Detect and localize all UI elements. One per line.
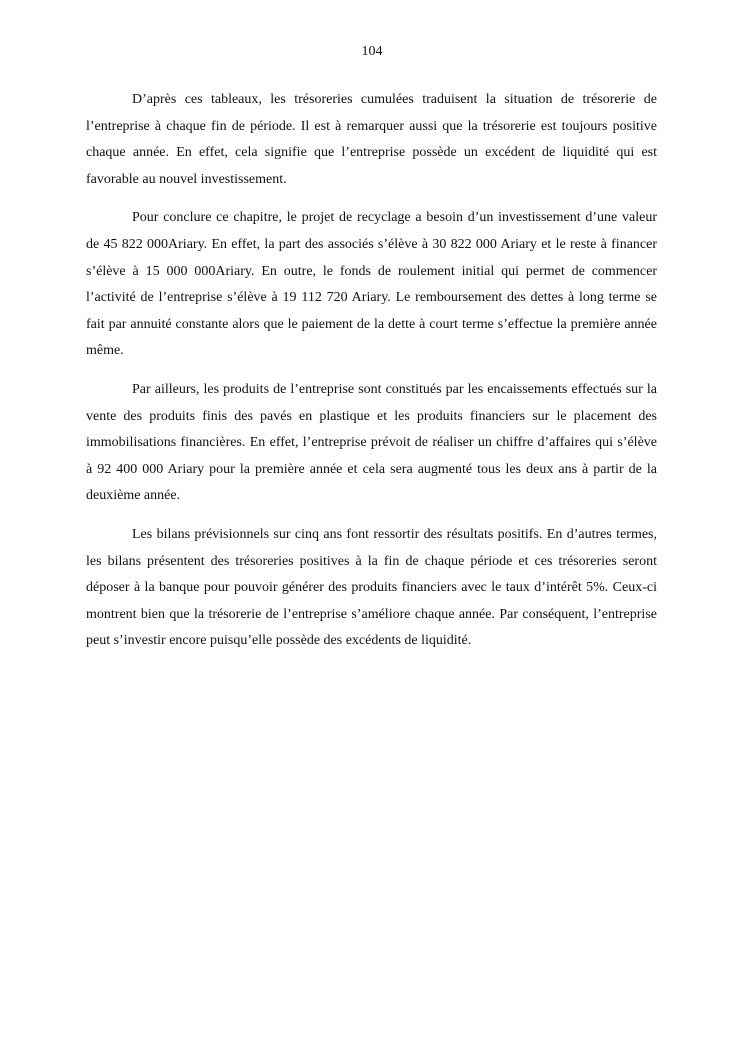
paragraph-forecast-balance-sheets: Les bilans prévisionnels sur cinq ans font ressortir des résultats positifs. En d’autres termes, les bilans présentent des trésoreries positives à la fin de chaque période et ces trésoreries seront déposer à la banque pour pouvoir générer des produits financiers avec le taux d’intérêt 5%. Ceux-ci montrent bien que la trésorerie de l’entreprise s’améliore chaque année. Par conséquent, l’entreprise peut s’investir encore puisqu’elle possède des excédents de liquidité. <box>86 526 657 649</box>
paragraph-chapter-conclusion: Pour conclure ce chapitre, le projet de recyclage a besoin d’un investissement d’une valeur de 45 822 000Ariary. En effet, la part des associés s’élève à 30 822 000 Ariary et le reste à financer s’élève à 15 000 000Ariary. En outre, le fonds de roulement initial qui permet de commencer l’activité de l’entreprise s’élève à 19 112 720 Ariary. Le remboursement des dettes à long terme se fait par annuité constante alors que le paiement de la dette à court terme s’effectue la première année même. <box>86 210 657 359</box>
paragraph-treasury-summary: D’après ces tableaux, les trésoreries cumulées traduisent la situation de trésorerie de l’entreprise à chaque fin de période. Il est à remarquer aussi que la trésorerie est toujours positive chaque année. En effet, cela signifie que l’entreprise possède un excédent de liquidité qui est favorable au nouvel investissement. <box>86 92 657 187</box>
page-number: 104 <box>361 44 383 59</box>
paragraph-company-products: Par ailleurs, les produits de l’entreprise sont constitués par les encaissements effectués sur la vente des produits finis des pavés en plastique et les produits financiers sur le placement des immobilisations financières. En effet, l’entreprise prévoit de réaliser un chiffre d’affaires qui s’élève à 92 400 000 Ariary pour la première année et cela sera augmenté tous les deux ans à partir de la deuxième année. <box>86 381 657 504</box>
document-body <box>86 87 657 667</box>
